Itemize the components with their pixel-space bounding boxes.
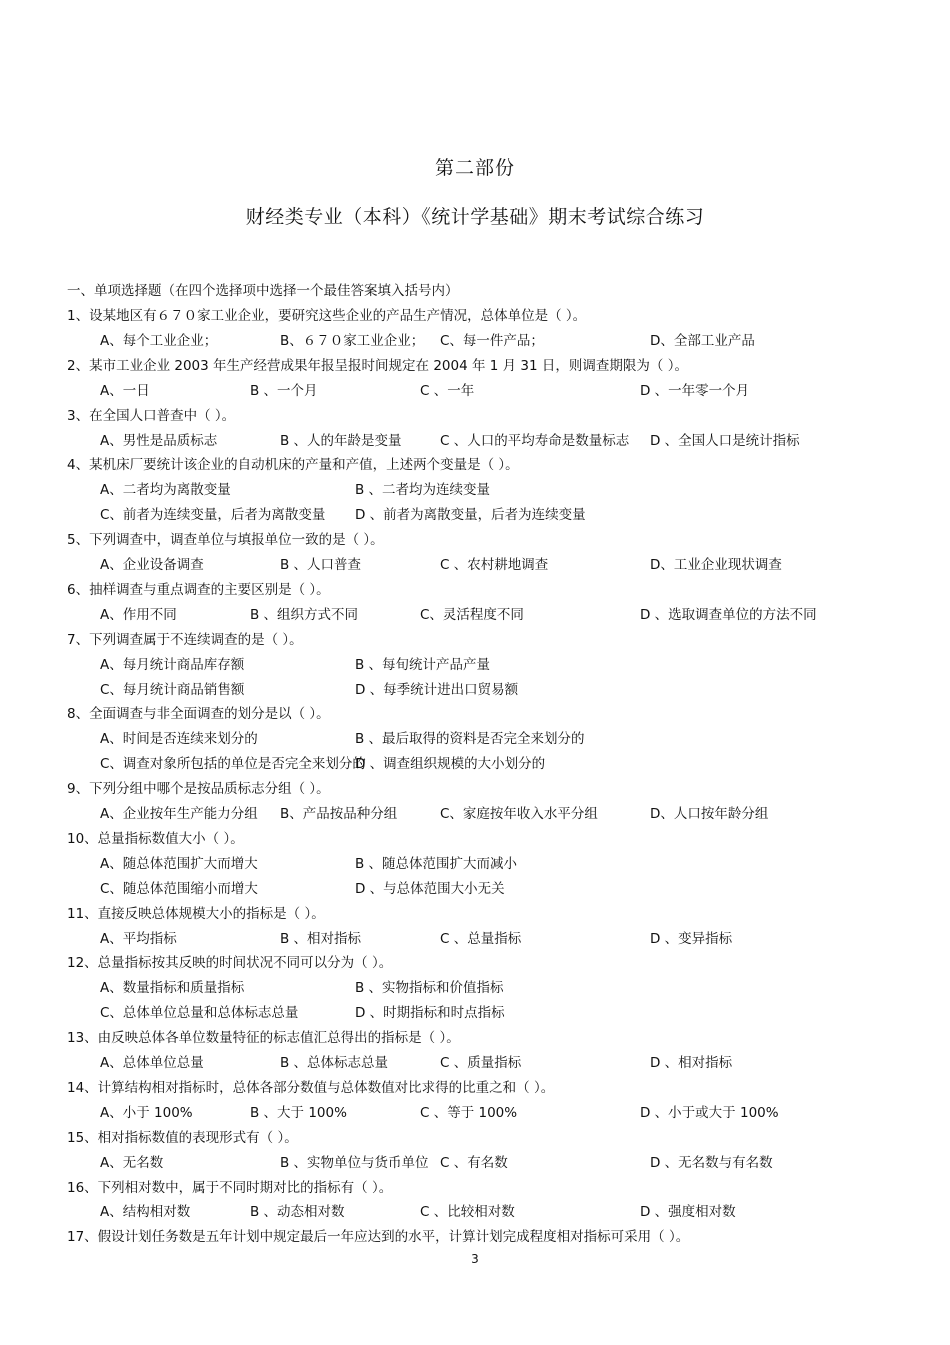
answer-option: B、６７０家工业企业； (280, 332, 425, 349)
answer-option: C、前者为连续变量，后者为离散变量 (100, 507, 326, 524)
answer-option: C 、人口的平均寿命是数量标志 (440, 432, 630, 449)
answer-option: B 、组织方式不同 (250, 606, 359, 623)
answer-option: C、随总体范围缩小而增大 (100, 880, 258, 897)
question-stem: 7、下列调查属于不连续调查的是（ ）。 (67, 631, 303, 648)
answer-option: D 、与总体范围大小无关 (355, 880, 505, 897)
answer-option: B 、每旬统计产品产量 (355, 656, 491, 673)
answer-option: B 、总体标志总量 (280, 1055, 389, 1071)
question-stem: 6、抽样调查与重点调查的主要区别是（ ）。 (67, 581, 330, 598)
answer-option: D、人口按年龄分组 (650, 806, 769, 822)
question-stem: 10、总量指标数值大小（ ）。 (67, 830, 244, 847)
page-number: 3 (471, 1252, 479, 1266)
answer-option: D、全部工业产品 (650, 332, 755, 349)
answer-option: D、工业企业现状调查 (650, 557, 782, 573)
answer-option: C 、总量指标 (440, 930, 522, 947)
answer-option: D 、无名数与有名数 (650, 1154, 773, 1171)
answer-option: A、数量指标和质量指标 (100, 980, 245, 997)
question-stem: 2、某市工业企业 2003 年生产经营成果年报呈报时间规定在 2004 年 1 月 31 日，则调查期限为（ ）。 (67, 357, 688, 374)
answer-option: C、灵活程度不同 (420, 606, 524, 623)
answer-option: A、男性是品质标志 (100, 432, 218, 449)
answer-option: A、小于 100% (100, 1104, 193, 1121)
answer-option: A、企业设备调查 (100, 557, 204, 573)
answer-option: A、一日 (100, 382, 150, 399)
answer-option: D 、小于或大于 100% (640, 1104, 779, 1121)
answer-option: C 、一年 (420, 382, 475, 399)
question-stem: 14、计算结构相对指标时，总体各部分数值与总体数值对比求得的比重之和（ ）。 (67, 1079, 555, 1096)
question-stem: 9、下列分组中哪个是按品质标志分组（ ）。 (67, 781, 330, 798)
question-stem: 8、全面调查与非全面调查的划分是以（ ）。 (67, 706, 330, 723)
answer-option: D 、变异指标 (650, 930, 733, 947)
answer-option: B 、二者均为连续变量 (355, 482, 491, 499)
answer-option: D 、时期指标和时点指标 (355, 1005, 505, 1022)
answer-option: C、每一件产品； (440, 332, 544, 349)
answer-option: B 、随总体范围扩大而减小 (355, 855, 518, 872)
answer-option: A、总体单位总量 (100, 1055, 204, 1071)
question-stem: 3、在全国人口普查中（ ）。 (67, 407, 236, 424)
answer-option: D 、全国人口是统计指标 (650, 432, 800, 449)
question-stem: 1、设某地区有６７０家工业企业，要研究这些企业的产品生产情况，总体单位是（ ）。 (67, 308, 587, 324)
answer-option: A、平均指标 (100, 930, 177, 947)
answer-option: A、无名数 (100, 1154, 164, 1171)
answer-option: D 、一年零一个月 (640, 382, 750, 399)
answer-option: A、作用不同 (100, 606, 177, 623)
answer-option: B 、大于 100% (250, 1104, 347, 1121)
answer-option: B 、最后取得的资料是否完全来划分的 (355, 731, 585, 748)
answer-option: D 、选取调查单位的方法不同 (640, 606, 817, 623)
question-stem: 4、某机床厂要统计该企业的自动机床的产量和产值，上述两个变量是（ ）。 (67, 457, 519, 474)
part-title: 第二部份 (434, 157, 515, 179)
answer-option: C 、等于 100% (420, 1104, 518, 1121)
answer-option: D 、强度相对数 (640, 1204, 736, 1221)
question-stem: 12、总量指标按其反映的时间状况不同可以分为（ ）。 (67, 955, 393, 972)
question-stem: 11、直接反映总体规模大小的指标是（ ）。 (67, 905, 325, 922)
answer-option: A、时间是否连续来划分的 (100, 731, 258, 748)
answer-option: B 、人的年龄是变量 (280, 432, 402, 449)
answer-option: A、二者均为离散变量 (100, 482, 231, 499)
document-title: 财经类专业（本科）《统计学基础》期末考试综合练习 (245, 206, 705, 228)
question-stem: 5、下列调查中，调查单位与填报单位一致的是（ ）。 (67, 532, 384, 549)
question-stem: 15、相对指标数值的表现形式有（ ）。 (67, 1129, 298, 1146)
answer-option: A、结构相对数 (100, 1204, 191, 1221)
answer-option: D 、相对指标 (650, 1055, 733, 1071)
answer-option: C、调查对象所包括的单位是否完全来划分的 (100, 756, 366, 773)
answer-option: B、产品按品种分组 (280, 806, 398, 822)
answer-option: C 、比较相对数 (420, 1204, 515, 1221)
answer-option: B 、人口普查 (280, 557, 362, 573)
answer-option: C 、有名数 (440, 1154, 508, 1171)
answer-option: C、总体单位总量和总体标志总量 (100, 1005, 299, 1022)
answer-option: B 、实物指标和价值指标 (355, 980, 504, 997)
answer-option: B 、相对指标 (280, 930, 362, 947)
section-title: 一、单项选择题（在四个选择项中选择一个最佳答案填入括号内） (67, 283, 459, 299)
question-stem: 16、下列相对数中，属于不同时期对比的指标有（ ）。 (67, 1179, 393, 1196)
answer-option: A、企业按年生产能力分组 (100, 806, 258, 822)
answer-option: A、每月统计商品库存额 (100, 656, 245, 673)
answer-option: C、每月统计商品销售额 (100, 681, 245, 698)
answer-option: B 、实物单位与货币单位 (280, 1154, 429, 1171)
answer-option: B 、动态相对数 (250, 1204, 345, 1221)
question-stem: 17、假设计划任务数是五年计划中规定最后一年应达到的水平，计算计划完成程度相对指标可采用（ ）。 (67, 1229, 690, 1246)
answer-option: C、家庭按年收入水平分组 (440, 806, 598, 822)
answer-option: D 、前者为离散变量，后者为连续变量 (355, 507, 586, 524)
answer-option: A、随总体范围扩大而增大 (100, 855, 258, 872)
answer-option: B 、一个月 (250, 382, 318, 399)
question-stem: 13、由反映总体各单位数量特征的标志值汇总得出的指标是（ ）。 (67, 1030, 460, 1047)
answer-option: C 、农村耕地调查 (440, 557, 549, 573)
answer-option: C 、质量指标 (440, 1055, 522, 1071)
answer-option: D 、调查组织规模的大小划分的 (355, 756, 546, 773)
answer-option: A、每个工业企业； (100, 332, 218, 349)
answer-option: D 、每季统计进出口贸易额 (355, 681, 519, 698)
